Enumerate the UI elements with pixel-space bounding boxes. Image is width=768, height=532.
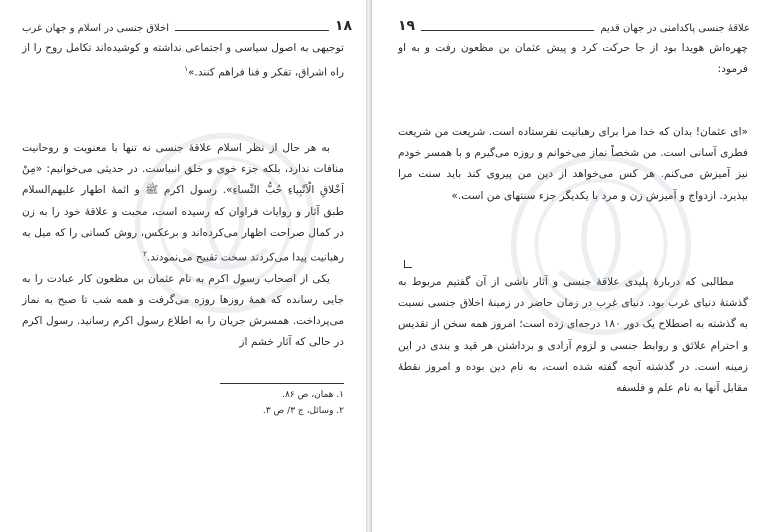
right-page [372, 0, 768, 532]
right-paragraph-3: مطالبی که دربارهٔ پلیدی علاقهٔ جنسی و آثار ناشی از آن گفتیم مربوط به گذشتهٔ دنیای غرب بود. دنیای غرب در زمان حاضر در زمینهٔ اخلاق جنسی نسبت به گذشته به اصطلاح یک دور ۱۸۰ درجه‌ای زده است؛ امروز همه سخن از تقدیس و احترام علائق و روابط جنسی و لزوم آزادی و برداشتن هر قید و بندی در این زمینه است. در گذشته آنچه گفته شده است، به نام دین بوده و امروز نقطهٔ مقابل آنها به نام علم و فلسفه [398, 276, 748, 395]
footnote-1: ۱. همان، ص ۸۶. [282, 390, 344, 400]
left-header-rule [175, 30, 329, 31]
right-quote-paragraph: «ای عثمان! بدان که خدا مرا برای رهبانیت نفرستاده است. شریعت من شریعت فطری آسانی است. من شخصاً نماز می‌خوانم و روزه می‌گیرم و با همسر خودم نیز آمیزش می‌کنم. هر کس می‌خواهد از دین من پیروی کند باید سنت مرا بپذیرد. ازدواج و آمیزش زن و مرد با یکدیگر جزء سنتهای من است.» [398, 126, 748, 202]
left-running-head [22, 14, 352, 34]
left-page [0, 0, 366, 532]
left-page-number: ۱۸ [334, 18, 352, 34]
right-header-rule [421, 30, 594, 31]
right-paragraph-1: چهره‌اش هویدا بود از جا حرکت کرد و پیش عثمان بن مظعون رفت و به او فرمود: [398, 42, 748, 76]
right-page-number: ۱۹ [398, 18, 416, 34]
footnotes [94, 387, 344, 419]
left-paragraph-3: یکی از اصحاب رسول اکرم به نام عثمان بن مظعون کار عبادت را به جایی رسانده که همهٔ روزها روزه می‌گرفت و همه شب تا صبح به نماز می‌پرداخت. همسرش جریان را به اطلاع رسول اکرم رسانید. رسول اکرم در حالی که آثار خشم از [22, 272, 344, 349]
footnote-2: ۲. وسائل، ج ۳/ ص ۳. [262, 406, 344, 416]
left-running-title: اخلاق جنسی در اسلام و جهان غرب [22, 23, 169, 34]
left-paragraph-1: توجیهی به اصول سیاسی و اجتماعی نداشته و کوشیده‌اند تکامل روح را از راه اشراق، تفکر و فنا فراهم کنند.»$^۱$ [22, 42, 344, 79]
section-break-mark [404, 260, 412, 268]
right-running-title: علاقهٔ جنسی پاکدامنی در جهان قدیم [600, 23, 750, 34]
right-running-head [398, 14, 750, 34]
watermark-logo-right [506, 150, 696, 340]
left-text-top [22, 38, 344, 84]
right-text-top [398, 38, 748, 80]
footnote-mark-1: ۱ [184, 65, 188, 74]
watermark-logo-left [130, 128, 320, 318]
footnote-mark-2: ۲ [143, 250, 147, 259]
footnote-divider [220, 383, 344, 384]
left-paragraph-2: به هر حال از نظر اسلام علاقهٔ جنسی نه تنها با معنویت و روحانیت منافات ندارد، بلکه جزء خوی و خلق انبیاست. در حدیثی می‌خوانیم: «مِنْ اَخْلاقِ الْاَنْبِیاءِ حُبُّ النِّساءِ». رسول اکرم ﷺ و ائمهٔ اطهار علیهم‌السلام طبق آثار و روایات فراوان که رسیده است، محبت و علاقهٔ خود را به زن در کمال صراحت اظهار می‌کرده‌اند و برعکس، روش کسانی را که میل به رهبانیت پیدا می‌کردند سخت تقبیح می‌نمودند.$^۲$ [22, 142, 344, 264]
